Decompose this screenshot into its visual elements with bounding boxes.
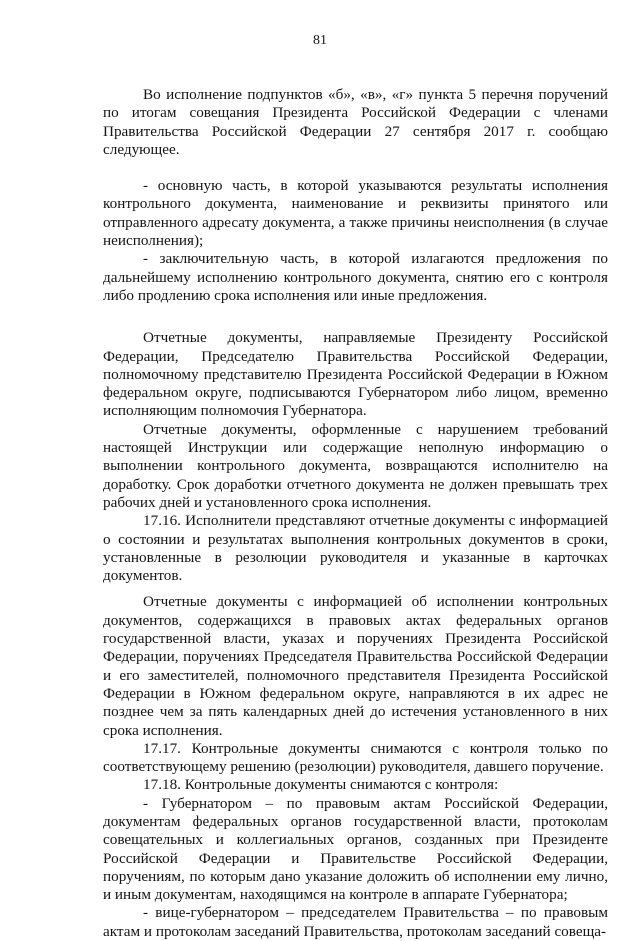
paragraph-vice-governor: - вице-губернатором – председателем Правительства – по правовым актам и протоколам заседаний Правительства, протоколам заседаний совеща-	[103, 904, 608, 940]
paragraph-intro: Во исполнение подпунктов «б», «в», «г» пункта 5 перечня поручений по итогам совещания Президента Российской Федерации с членами Правительства Российской Федерации 27 сентября 2017 г. сообщаю следующее.	[103, 86, 608, 158]
paragraph-federal-reports: Отчетные документы с информацией об исполнении контрольных документов, содержащихся в правовых актах федеральных органов государственной власти, указах и поручениях Президента Российской Федерации, поручениях Председателя Правительства Российской Федерации и его заместителей, полномочного представителя Президента Российской Федерации в Южном федеральном округе, направляются в их адрес не позднее чем за пять календарных дней до истечения установленного в них срока исполнения.	[103, 593, 608, 739]
paragraph-17-16: 17.16. Исполнители представляют отчетные документы с информацией о состоянии и результатах выполнения контрольных документов в сроки, установленные в резолюции руководителя и указанные в карточках документов.	[103, 512, 608, 585]
paragraph-final-part: - заключительную часть, в которой излагаются предложения по дальнейшему исполнению контрольного документа, снятию его с контроля либо продлению срока исполнения или иные предложения.	[103, 250, 608, 304]
paragraph-rework: Отчетные документы, оформленные с нарушением требований настоящей Инструкции или содержащие неполную информацию о выполнении контрольного документа, возвращаются исполнителю на доработку. Срок доработки отчетного документа не должен превышать трех рабочих дней и установленного срока исполнения.	[103, 420, 608, 511]
paragraph-signing: Отчетные документы, направляемые Президенту Российской Федерации, Председателю Правительства Российской Федерации, полномочному представителю Президента Российской Федерации в Южном федеральном округе, подписываются Губернатором либо лицом, временно исполняющим полномочия Губернатора.	[103, 329, 608, 420]
paragraph-17-18: 17.18. Контрольные документы снимаются с контроля:	[143, 776, 499, 794]
paragraph-governor: - Губернатором – по правовым актам Российской Федерации, документам федеральных органов государственной власти, протоколам совещательных и коллегиальных органов, созданных при Президенте Российской Федерации и Правительстве Российской Федерации, поручениям, по которым дано указание доложить об исполнении ему лично, и иным документам, находящимся на контроле в аппарате Губернатора;	[103, 794, 608, 904]
paragraph-main-part: - основную часть, в которой указываются результаты исполнения контрольного документа, наименование и реквизиты принятого или отправленного адресату документа, а также причины неисполнения (в случае неисполнения);	[103, 177, 608, 250]
document-body	[103, 86, 608, 941]
paragraph-17-17: 17.17. Контрольные документы снимаются с контроля только по соответствующему решению (резолюции) руководителя, давшего поручение.	[103, 739, 608, 776]
page-number: 81	[313, 33, 327, 48]
